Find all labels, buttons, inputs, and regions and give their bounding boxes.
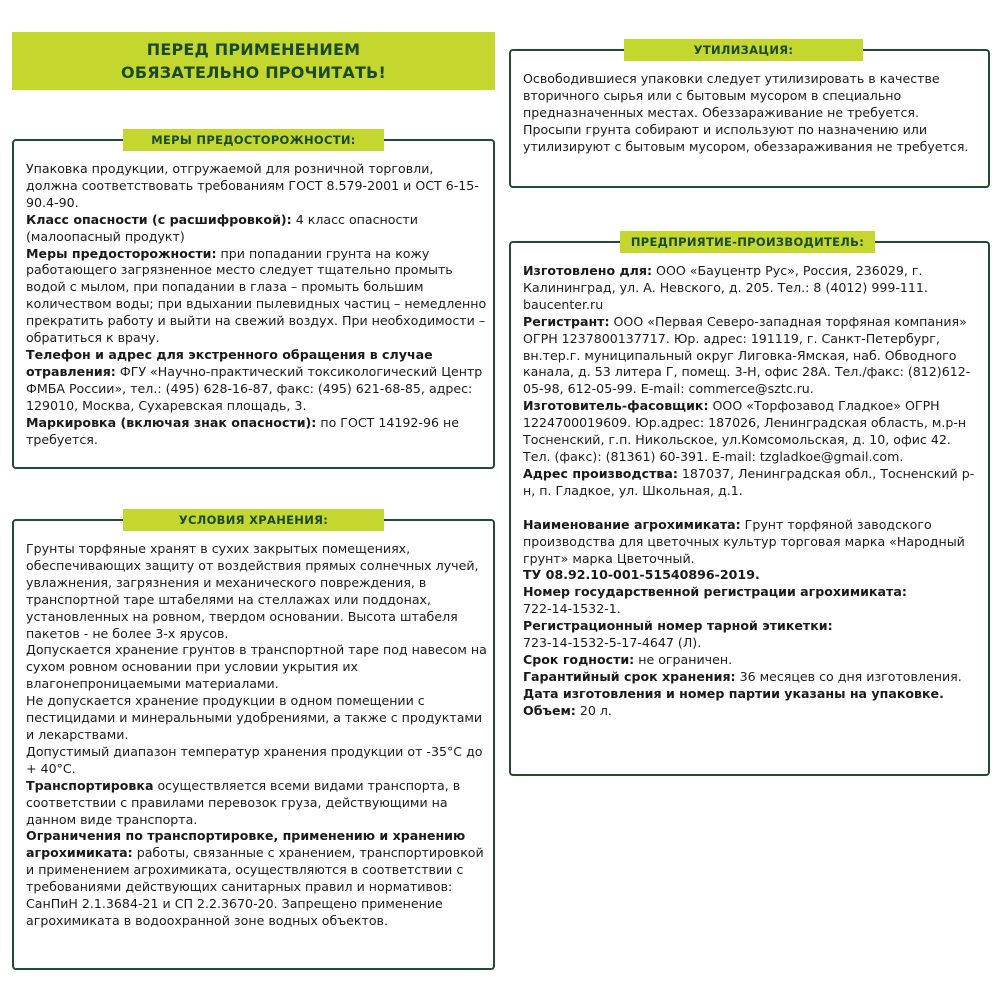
volume-paragraph [523, 703, 982, 720]
storage-body [26, 541, 487, 930]
production-address-paragraph [523, 466, 982, 500]
registrant-value: ООО «Первая Северо-западная торфяная компания» ОГРН 1237800137717. Юр. адрес: 191119, г. Санкт-Петербург, вн.тер.г. муниципальный округ Лиговка-Ямская, наб. Обводного канала, д. 53 литера Г, помещ. 3-Н, офис 28А. Тел./факс: (812)612-05-98, 612-05-99. E-mail: commerce@sztc.ru. [523, 313, 971, 397]
warning-banner-text [121, 38, 386, 84]
storage-conditions-text: Грунты торфяные хранят в сухих закрытых помещениях, обеспечивающих защиту от воздействия прямых солнечных лучей, увлажнения, загрязнения и механического повреждения, в транспортной таре штабелями на стеллажах или поддонах, установленных на ровном, твердом основании. Высота штабеля пакетов - не более 3-х ярусов. [26, 541, 479, 641]
disposal-packaging-text: Освободившиеся упаковки следует утилизировать в качестве вторичного сырья или с бытовым мусором в специально предназначенных местах. Обеззараживание не требуется. [523, 71, 940, 120]
storage-temperature-text: Допустимый диапазон температур хранения продукции от -35°С до + 40°С. [26, 743, 483, 776]
banner-line-1: ПЕРЕД ПРИМЕНЕНИЕМ [146, 40, 361, 59]
packer-value: ООО «Торфозавод Гладкое» ОГРН 1224700019609. Юр.адрес: 187026, Ленинградская область, м.р-н Тосненский, г.п. Никольское, ул.Комсомольская, д. 10, офис 42. Тел. (факс): (81361) 60-391. E-mail: tzgladkoe@gmail.com. [523, 398, 967, 464]
disposal-title: УТИЛИЗАЦИЯ: [624, 39, 863, 61]
marking-paragraph [26, 415, 487, 449]
warranty-label: Гарантийный срок хранения: [523, 668, 736, 684]
transport-label: Транспортировка [26, 777, 154, 793]
production-address-value: 187037, Ленинградская обл., Тосненский р-н, п. Гладкое, ул. Школьная, д.1. [523, 465, 975, 498]
production-address-label: Адрес производства: [523, 465, 678, 481]
shelf-life-value: не ограничен. [634, 651, 733, 667]
safety-measures-value: при попадании грунта на кожу работающего загрязненное место следует тщательно промыть водой с мылом, при попадании в глаза – промыть большим количеством воды; при вдыхании пылевидных частиц – немедленно прекратить работу и выйти на свежий воздух. При необходимости – обратиться к врачу. [26, 245, 487, 346]
packer-label: Изготовитель-фасовщик: [523, 398, 709, 414]
transport-value: осуществляется всеми видами транспорта, в соответствии с правилами перевозок груза, действующими на данном виде транспорта. [26, 777, 461, 827]
product-name-label: Наименование агрохимиката: [523, 516, 741, 532]
tu-code-text: ТУ 08.92.10-001-51540896-2019. [523, 567, 760, 583]
warranty-value: 36 месяцев со дня изготовления. [735, 668, 962, 684]
state-registration-value: 722-14-1532-1. [523, 601, 621, 617]
shelf-life-label: Срок годности: [523, 651, 635, 667]
manufacturer-body [523, 263, 982, 720]
volume-label: Объем: [523, 702, 576, 718]
warning-banner [12, 32, 495, 90]
disposal-body [523, 71, 982, 156]
marking-label: Маркировка (включая знак опасности): [26, 414, 317, 430]
batch-note-paragraph [523, 686, 982, 703]
volume-value: 20 л. [575, 702, 612, 718]
label-registration-paragraph [523, 618, 982, 635]
precautions-body [26, 161, 487, 448]
storage-section [12, 513, 495, 970]
precautions-section [12, 133, 495, 469]
tu-code [523, 567, 982, 584]
limits-label: Ограничения по транспортировке, применению и хранению агрохимиката: [26, 828, 466, 861]
disposal-spill-text: Просыпи грунта собирают и используют по назначению или утилизируют с бытовым мусором, обеззараживания не требуется. [523, 121, 969, 154]
hazard-class-value: 4 класс опасности (малоопасный продукт) [26, 211, 418, 244]
safety-measures-label: Меры предосторожности: [26, 245, 217, 261]
made-for-label: Изготовлено для: [523, 263, 653, 278]
product-name-value: Грунт торфяной заводского производства для цветочных культур торговая марка «Народный грунт» марка Цветочный. [523, 516, 965, 566]
registrant-paragraph [523, 314, 982, 399]
emergency-contact-paragraph [26, 347, 487, 415]
registrant-label: Регистрант: [523, 313, 610, 329]
label-registration-label: Регистрационный номер тарной этикетки: [523, 618, 833, 634]
safety-measures-paragraph [26, 246, 487, 347]
product-name-paragraph [523, 517, 982, 568]
state-registration-paragraph [523, 584, 982, 601]
hazard-class-label: Класс опасности (с расшифровкой): [26, 211, 292, 227]
storage-canopy-text: Допускается хранение грунтов в транспортной таре под навесом на сухом ровном основании при условии укрытия их влагонепроницаемыми материалами. [26, 642, 487, 692]
emergency-contact-label: Телефон и адрес для экстренного обращения в случае отравления: [26, 346, 433, 379]
label-registration-value: 723-14-1532-5-17-4647 (Л). [523, 635, 702, 651]
spacer [523, 500, 982, 517]
packer-paragraph [523, 398, 982, 466]
made-for-value: ООО «Бауцентр Рус», Россия, 236029, г. Калининград, ул. А. Невского, д. 205. Тел.: 8 (4012) 999-111. baucenter.ru [523, 263, 928, 312]
made-for-paragraph [523, 263, 982, 314]
state-registration-label: Номер государственной регистрации агрохимиката: [523, 584, 907, 600]
hazard-class-paragraph [26, 212, 487, 246]
limits-value: работы, связанные с хранением, транспортировкой и применением агрохимиката, осуществляются в соответствии с требованиями действующих санитарных правил и нормативов: СанПиН 2.1.3684-21 и СП 2.2.3670-20. Запрещено применение агрохимиката в водоохранной зоне водных объектов. [26, 845, 484, 928]
marking-value: по ГОСТ 14192-96 не требуется. [26, 414, 459, 447]
emergency-contact-value: ФГУ «Научно-практический токсикологический Центр ФМБА России», тел.: (495) 628-16-87, факс: (495) 621-68-85, адрес: 129010, Москва, Сухаревская площадь, 3. [26, 363, 483, 413]
disposal-section [509, 43, 990, 188]
warranty-paragraph [523, 669, 982, 686]
precautions-packaging-text: Упаковка продукции, отгружаемой для розничной торговли, должна соответствовать требованиям ГОСТ 8.579-2001 и ОСТ 6-15-90.4-90. [26, 161, 479, 210]
storage-title: УСЛОВИЯ ХРАНЕНИЯ: [123, 509, 384, 531]
limits-paragraph [26, 828, 487, 929]
transport-paragraph [26, 778, 487, 829]
storage-restriction-text: Не допускается хранение продукции в одном помещении с пестицидами и минеральными удобрениями, а также с продуктами и лекарствами. [26, 693, 483, 742]
batch-note-text: Дата изготовления и номер партии указаны на упаковке. [523, 685, 944, 701]
shelf-life-paragraph [523, 652, 982, 669]
precautions-title: МЕРЫ ПРЕДОСТОРОЖНОСТИ: [123, 129, 384, 151]
manufacturer-section [509, 235, 990, 776]
manufacturer-title: ПРЕДПРИЯТИЕ-ПРОИЗВОДИТЕЛЬ: [620, 231, 875, 253]
banner-line-2: ОБЯЗАТЕЛЬНО ПРОЧИТАТЬ! [121, 63, 386, 82]
